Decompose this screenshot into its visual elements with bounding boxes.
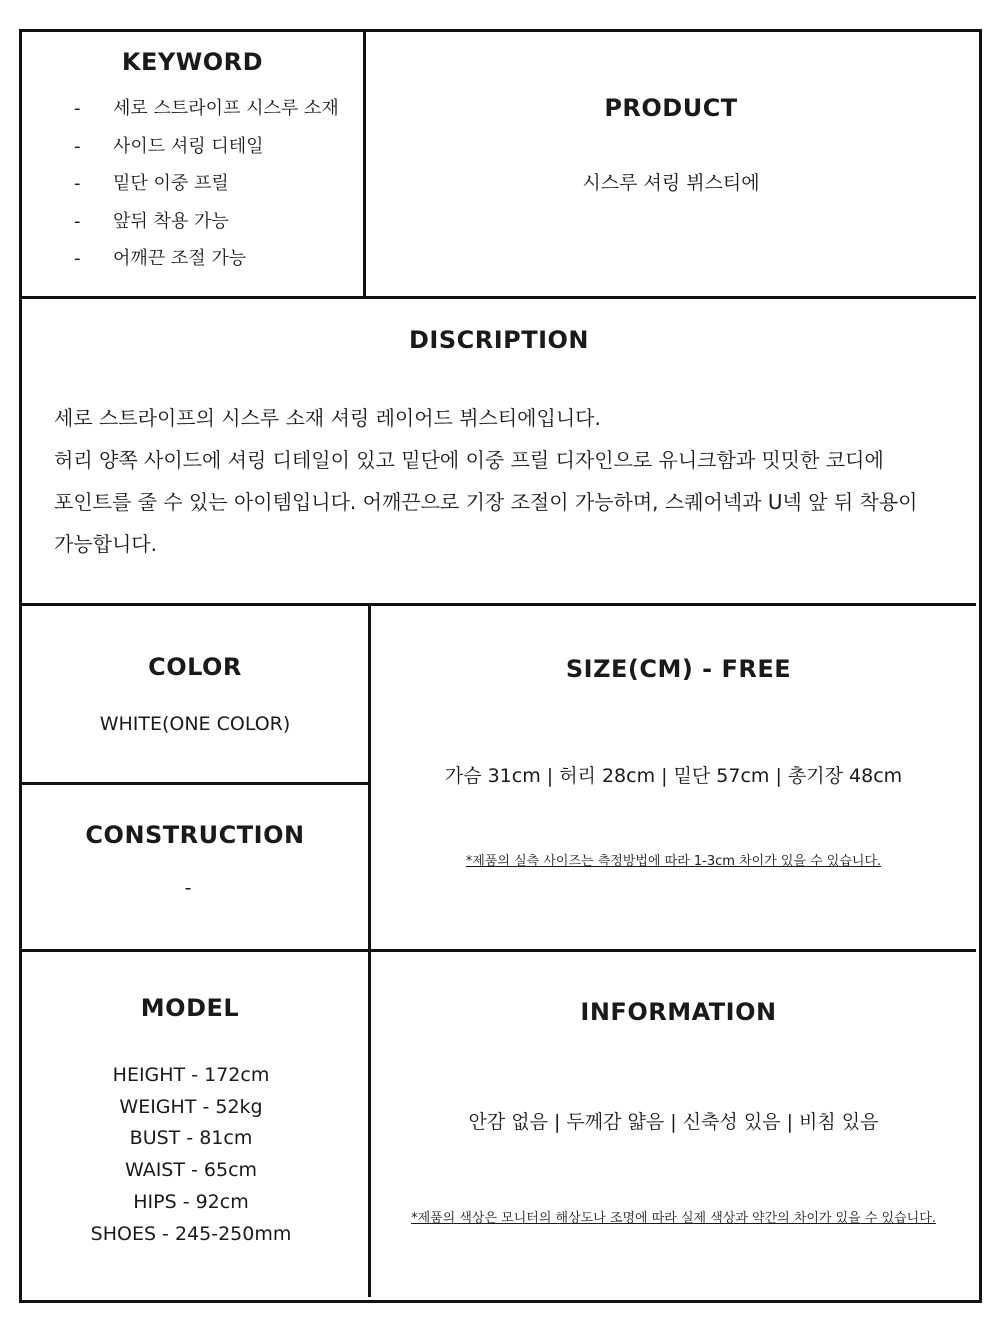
information-title: INFORMATION [580,998,777,1026]
description-section [22,299,976,603]
product-title: PRODUCT [604,94,738,122]
product-name: 시스루 셔링 뷔스티에 [582,172,760,194]
color-title: COLOR [148,653,242,681]
construction-value: - [184,877,192,899]
model-waist: WAIST - 65cm [124,1159,258,1182]
list-dash: - [74,98,81,119]
description-title: DISCRIPTION [408,326,590,354]
keyword-item-label: 어깨끈 조절 가능 [113,248,247,269]
size-title: SIZE(CM) - FREE [565,655,792,683]
size-section [371,606,976,949]
keyword-item-label: 밑단 이중 프릴 [113,173,229,194]
keyword-item [22,165,363,203]
list-dash: - [74,173,81,194]
description-line: 허리 양쪽 사이드에 셔링 디테일이 있고 밑단에 이중 프릴 디자인으로 유니크함과 밋밋한 코디에 [54,448,884,472]
keyword-item [22,90,363,128]
description-line: 가능합니다. [54,532,157,556]
list-dash: - [74,210,81,232]
keyword-item [22,203,363,241]
model-stats [22,1060,360,1250]
description-line: 세로 스트라이프의 시스루 소재 셔링 레이어드 뷔스티에입니다. [54,406,601,430]
keyword-item [22,128,363,166]
construction-title: CONSTRUCTION [85,821,305,849]
model-shoes: SHOES - 245-250mm [90,1222,292,1245]
model-bust: BUST - 81cm [129,1127,253,1150]
list-dash: - [74,135,81,157]
keyword-section [22,32,363,296]
information-note: *제품의 색상은 모니터의 해상도나 조명에 따라 실제 색상과 약간의 차이가 있을 수 있습니다. [411,1211,936,1226]
model-section [22,952,368,1297]
keyword-item-label: 앞뒤 착용 가능 [113,210,229,232]
description-body [54,397,969,565]
color-value: WHITE(ONE COLOR) [99,713,291,735]
size-measurements: 가슴 31cm | 허리 28cm | 밑단 57cm | 총기장 48cm [444,765,903,787]
model-height: HEIGHT - 172cm [112,1064,270,1086]
keyword-title: KEYWORD [121,48,264,76]
model-hips: HIPS - 92cm [133,1190,249,1213]
keyword-item-label: 세로 스트라이프 시스루 소재 [113,98,339,119]
list-dash: - [74,248,81,269]
size-note: *제품의 실측 사이즈는 측정방법에 따라 1-3cm 차이가 있을 수 있습니다. [465,854,882,869]
product-section [366,32,976,296]
information-section [371,952,976,1297]
keyword-item-label: 사이드 셔링 디테일 [113,135,264,157]
color-section [22,606,368,782]
model-title: MODEL [140,994,240,1022]
model-weight: WEIGHT - 52kg [119,1095,263,1118]
keyword-list [22,90,363,278]
description-line: 포인트를 줄 수 있는 아이템입니다. 어깨끈으로 기장 조절이 가능하며, 스퀘어넥과 U넥 앞 뒤 착용이 [54,490,918,514]
construction-section [22,785,368,949]
keyword-item [22,240,363,278]
information-details: 안감 없음 | 두께감 얇음 | 신축성 있음 | 비침 있음 [468,1111,879,1133]
